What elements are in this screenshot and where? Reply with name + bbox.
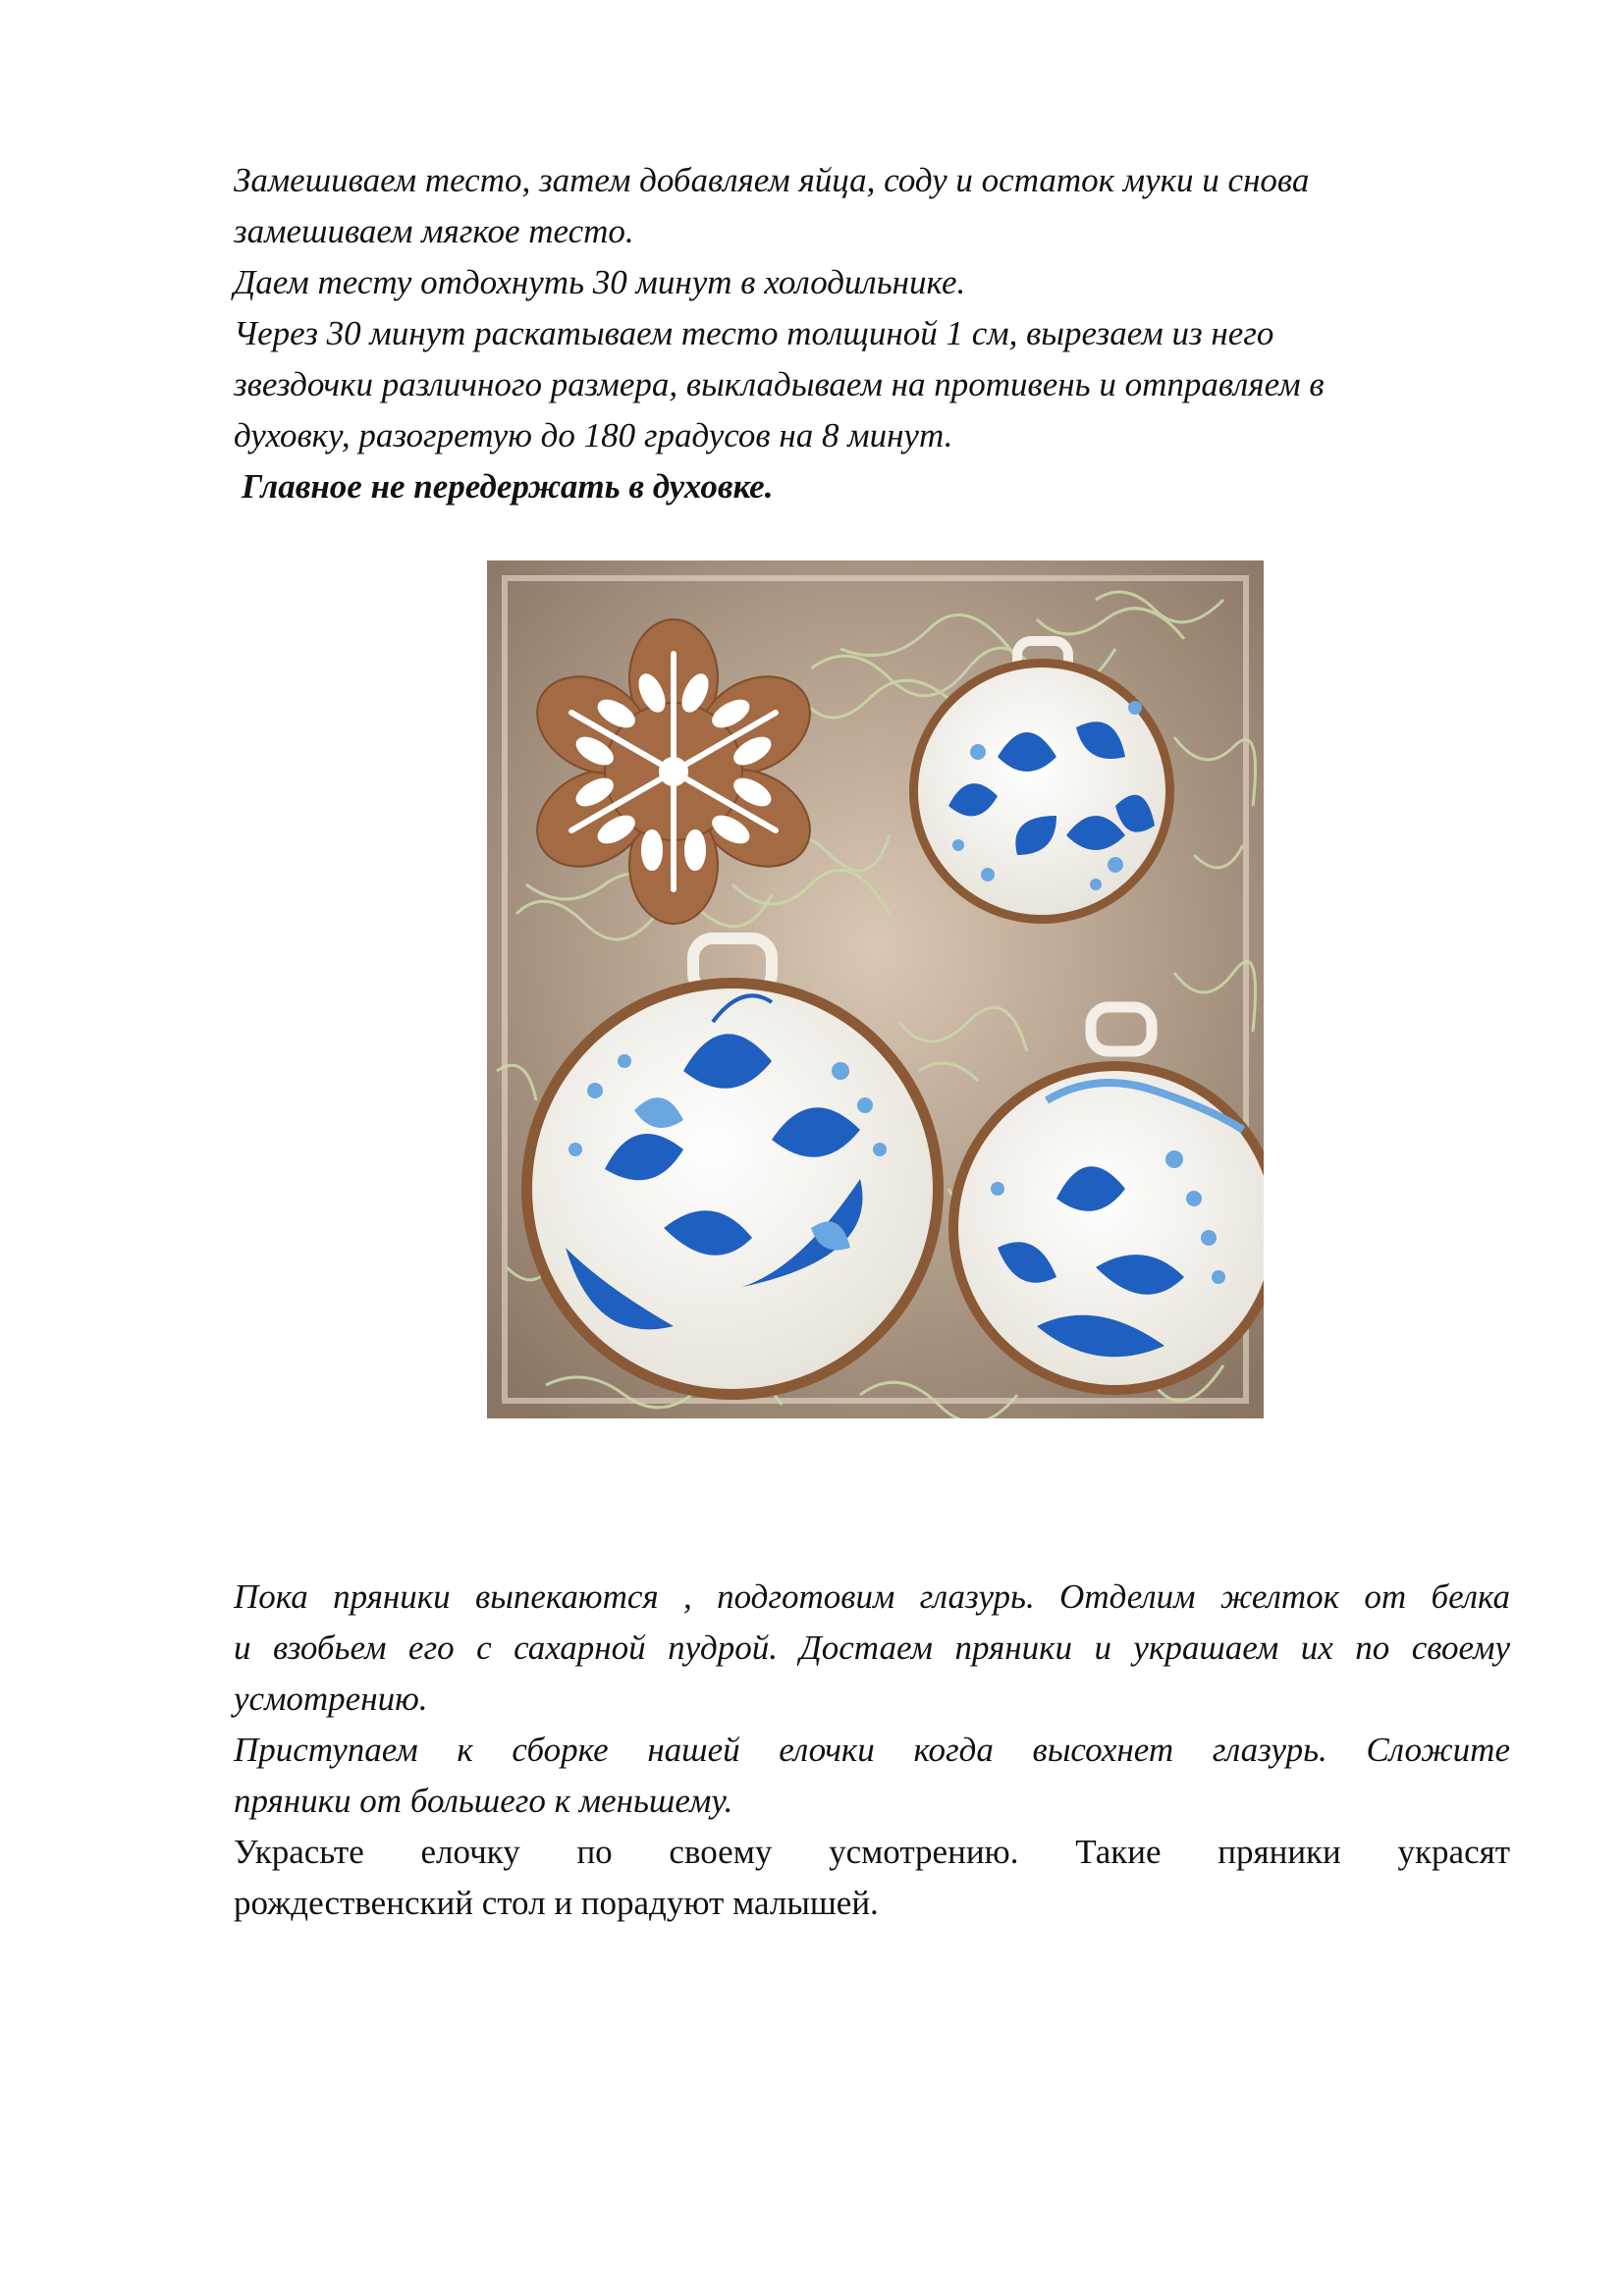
text-line: Даем тесту отдохнуть 30 минут в холодильнике.	[234, 263, 966, 301]
recipe-text-bottom	[234, 1572, 1510, 1929]
text-line: усмотрению.	[234, 1680, 428, 1718]
emphasis-line: Главное не передержать в духовке.	[242, 467, 774, 506]
text-line: и взобьем его с сахарной пудрой. Достаем пряники и украшаем их по своему	[234, 1629, 1510, 1667]
gingerbread-photo	[487, 561, 1264, 1418]
text-line: звездочки различного размера, выкладываем на противень и отправляем в	[234, 365, 1325, 403]
text-line: пряники от большего к меньшему.	[234, 1782, 733, 1820]
text-line: Пока пряники выпекаются , подготовим глазурь. Отделим желток от белка	[234, 1577, 1510, 1616]
text-line: замешиваем мягкое тесто.	[234, 212, 634, 250]
text-line: духовку, разогретую до 180 градусов на 8 минут.	[234, 416, 953, 454]
text-line: Приступаем к сборке нашей елочки когда высохнет глазурь. Сложите	[234, 1731, 1510, 1769]
text-line: Через 30 минут раскатываем тесто толщиной 1 см, вырезаем из него	[234, 314, 1274, 352]
text-line: Украсьте елочку по своему усмотрению. Такие пряники украсят	[234, 1833, 1510, 1871]
text-line: рождественский стол и порадуют малышей.	[234, 1884, 879, 1922]
text-line: Замешиваем тесто, затем добавляем яйца, соду и остаток муки и снова	[234, 161, 1310, 199]
recipe-text-top	[234, 155, 1510, 512]
